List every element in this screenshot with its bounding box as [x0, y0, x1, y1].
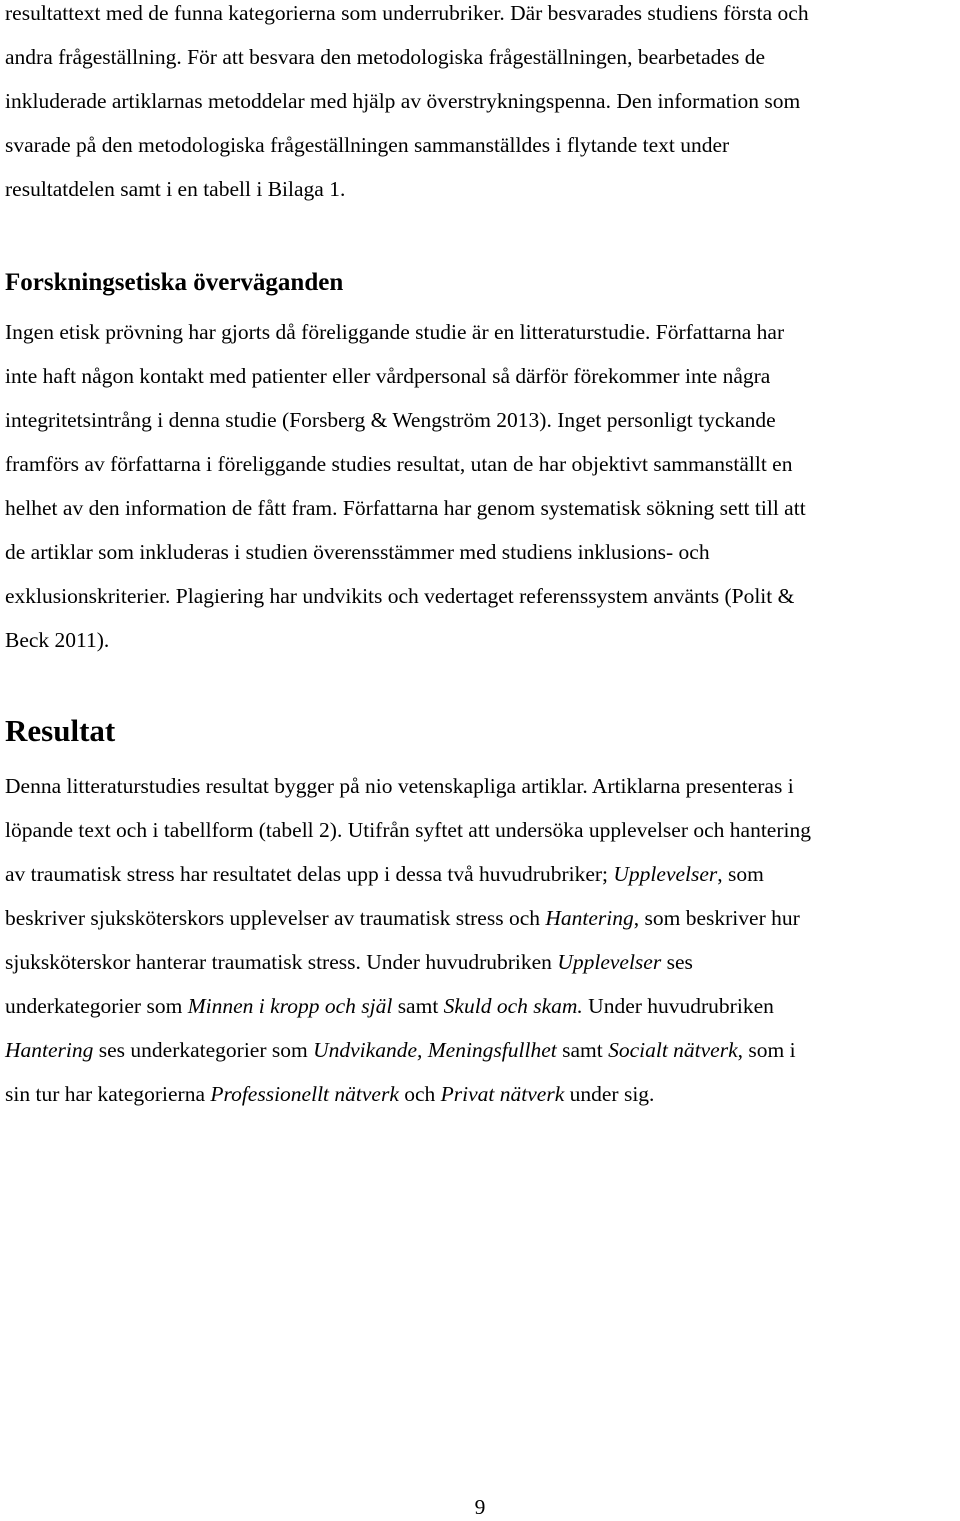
page-number: 9	[474, 1495, 486, 1519]
ethics-paragraph	[5, 310, 955, 662]
text-line: sin tur har kategorierna Professionellt nätverk och Privat nätverk under sig.	[5, 1082, 655, 1106]
intro-paragraph	[5, 0, 955, 211]
ethics-heading: Forskningsetiska överväganden	[5, 269, 344, 296]
text-line: inte haft någon kontakt med patienter eller vårdpersonal så därför förekommer inte några	[5, 364, 771, 388]
text-line: framförs av författarna i föreliggande studies resultat, utan de har objektivt sammanställt en	[5, 452, 793, 476]
italic-term: Professionellt nätverk	[210, 1082, 399, 1106]
text-line: underkategorier som Minnen i kropp och själ samt Skuld och skam. Under huvudrubriken	[5, 994, 774, 1018]
text-line: Beck 2011).	[5, 628, 110, 652]
italic-term: Upplevelser	[557, 950, 662, 974]
results-paragraph	[5, 764, 955, 1116]
text-line: svarade på den metodologiska frågeställningen sammanställdes i flytande text under	[5, 133, 730, 157]
text-line: exklusionskriterier. Plagiering har undvikits och vedertaget referenssystem använts (Polit &	[5, 584, 795, 608]
text-line: helhet av den information de fått fram. Författarna har genom systematisk sökning sett till att	[5, 496, 806, 520]
text-line: Ingen etisk prövning har gjorts då föreliggande studie är en litteraturstudie. Författarna har	[5, 320, 785, 344]
results-heading: Resultat	[5, 713, 116, 748]
italic-term: Socialt nätverk	[608, 1038, 738, 1062]
text-line: de artiklar som inkluderas i studien överensstämmer med studiens inklusions- och	[5, 540, 710, 564]
text-line: Hantering ses underkategorier som Undvikande, Meningsfullhet samt Socialt nätverk, som i	[5, 1038, 796, 1062]
text-line: beskriver sjuksköterskors upplevelser av traumatisk stress och Hantering, som beskriver hur	[5, 906, 800, 930]
italic-term: Hantering	[5, 1038, 94, 1062]
italic-term: Hantering	[545, 906, 634, 930]
text-line: andra frågeställning. För att besvara den metodologiska frågeställningen, bearbetades de	[5, 45, 765, 69]
italic-term: Minnen i kropp och själ	[187, 994, 393, 1018]
italic-term: Undvikande, Meningsfullhet	[313, 1038, 557, 1062]
italic-term: Privat nätverk	[440, 1082, 565, 1106]
text-line: sjuksköterskor hanterar traumatisk stress. Under huvudrubriken Upplevelser ses	[5, 950, 693, 974]
text-line: löpande text och i tabellform (tabell 2). Utifrån syftet att undersöka upplevelser och hantering	[5, 818, 811, 842]
text-line: av traumatisk stress har resultatet delas upp i dessa två huvudrubriker; Upplevelser, som	[5, 862, 764, 886]
text-line: resultattext med de funna kategorierna som underrubriker. Där besvarades studiens första och	[5, 1, 809, 25]
italic-term: Upplevelser	[613, 862, 718, 886]
text-line: Denna litteraturstudies resultat bygger på nio vetenskapliga artiklar. Artiklarna presenteras i	[5, 774, 794, 798]
text-line: inkluderade artiklarnas metoddelar med hjälp av överstrykningspenna. Den information som	[5, 89, 801, 113]
text-line: resultatdelen samt i en tabell i Bilaga 1.	[5, 177, 346, 201]
italic-term: Skuld och skam.	[443, 994, 583, 1018]
text-line: integritetsintrång i denna studie (Forsberg & Wengström 2013). Inget personligt tyckande	[5, 408, 776, 432]
